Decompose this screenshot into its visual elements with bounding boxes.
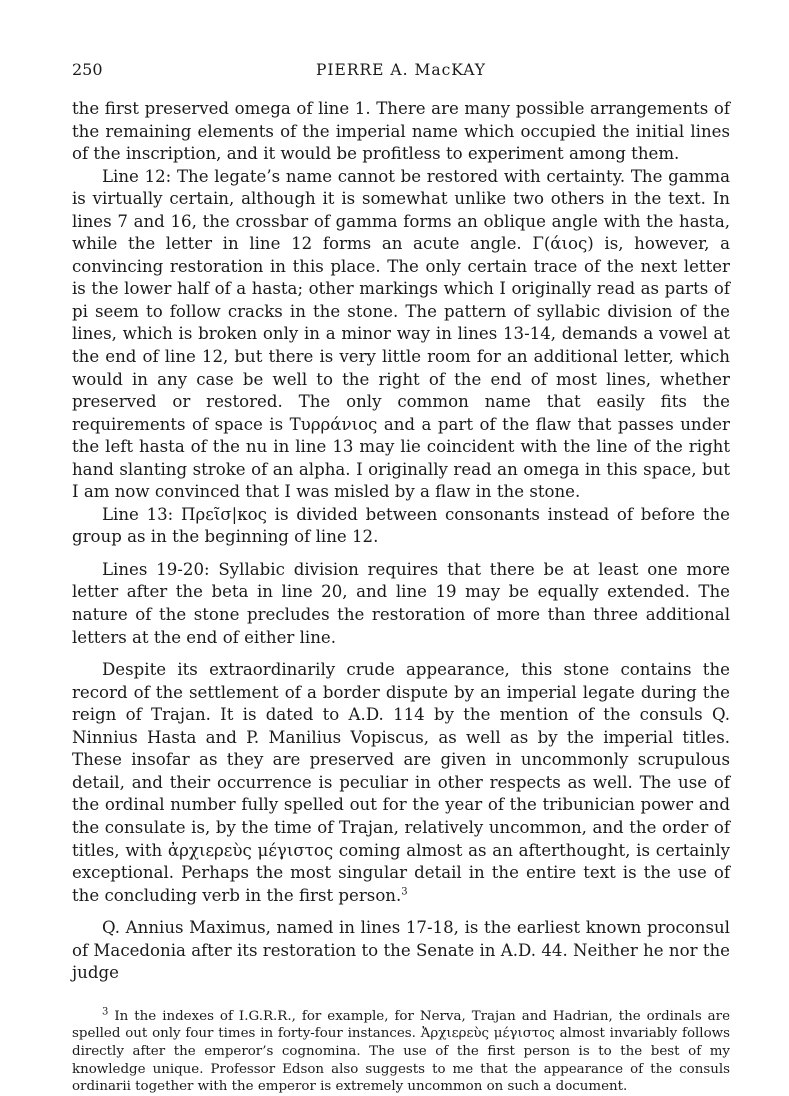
page [72, 60, 730, 1096]
footnotes [72, 1008, 730, 1096]
paragraph-line-13: Line 13: Πρεῖσ|κος is divided between consonants instead of before the group as in the beginning of line 12. [72, 504, 730, 547]
paragraph-line-12: Line 12: The legate’s name cannot be restored with certainty. The gamma is virtually certain, although it is somewhat unlike two others in the text. In lines 7 and 16, the crossbar of gamma forms an oblique angle with the hasta, while the letter in line 12 forms an acute angle. Γ(άιος) is, however, a convincing restoration in this place. The only certain trace of the next letter is the lower half of a hasta; other markings which I originally read as parts of pi seem to follow cracks in the stone. The pattern of syllabic division of the lines, which is broken only in a minor way in lines 13-14, demands a vowel at the end of line 12, but there is very little room for an additional letter, which would in any case be well to the right of the end of most lines, whether preserved or restored. The only common name that easily fits the requirements of space is Τυρράνιος and a part of the flaw that passes under the left hasta of the nu in line 13 may lie coincident with the line of the right hand slanting stroke of an alpha. I originally read an omega in this space, but I am now convinced that I was misled by a flaw in the stone. [72, 166, 730, 502]
page-number: 250 [72, 60, 103, 79]
footnote-3 [72, 1008, 730, 1096]
body-text [72, 98, 730, 985]
footnote-ref-3: 3 [401, 886, 408, 898]
paragraph-annius: Q. Annius Maximus, named in lines 17-18, is the earliest known proconsul of Macedonia after its restoration to the Senate in A.D. 44. Neither he nor the judge [72, 918, 730, 983]
paragraph-lines-19-20: Lines 19-20: Syllabic division requires that there be at least one more letter after the beta in line 20, and line 19 may be equally extended. The nature of the stone precludes the restoration of more than three additional letters at the end of either line. [72, 559, 730, 647]
footnote-3-text: In the indexes of I.G.R.R., for example, for Nerva, Trajan and Hadrian, the ordinals are spelled out only four times in forty-four instances. Ἀρχιερεὺς μέγιστος almost invariably follows directly after the emperor’s cognomina. The use of the first person is to the best of my knowledge unique. Professor Edson also suggests to me that the appearance of the consuls ordinarii together with the emperor is extremely uncommon on such a document. [72, 1008, 730, 1095]
page-header [72, 60, 730, 86]
footnote-marker: 3 [102, 1006, 109, 1018]
running-head: PIERRE A. MacKAY [315, 61, 487, 79]
paragraph-dating [72, 659, 730, 907]
paragraph-1: the first preserved omega of line 1. There are many possible arrangements of the remaining elements of the imperial name which occupied the initial lines of the inscription, and it would be profitless to experiment among them. [72, 99, 730, 164]
paragraph-dating-text: Despite its extraordinarily crude appearance, this stone contains the record of the settlement of a border dispute by an imperial legate during the reign of Trajan. It is dated to A.D. 114 by the mention of the consuls Q. Ninnius Hasta and P. Manilius Vopiscus, as well as by the imperial titles. These insofar as they are preserved are given in uncommonly scrupulous detail, and their occurrence is peculiar in other respects as well. The use of the ordinal number fully spelled out for the year of the tribunician power and the consulate is, by the time of Trajan, relatively uncommon, and the order of titles, with ἀρχιερεὺς μέγιστος coming almost as an afterthought, is certainly exceptional. Perhaps the most singular detail in the entire text is the use of the concluding verb in the first person. [72, 660, 730, 905]
